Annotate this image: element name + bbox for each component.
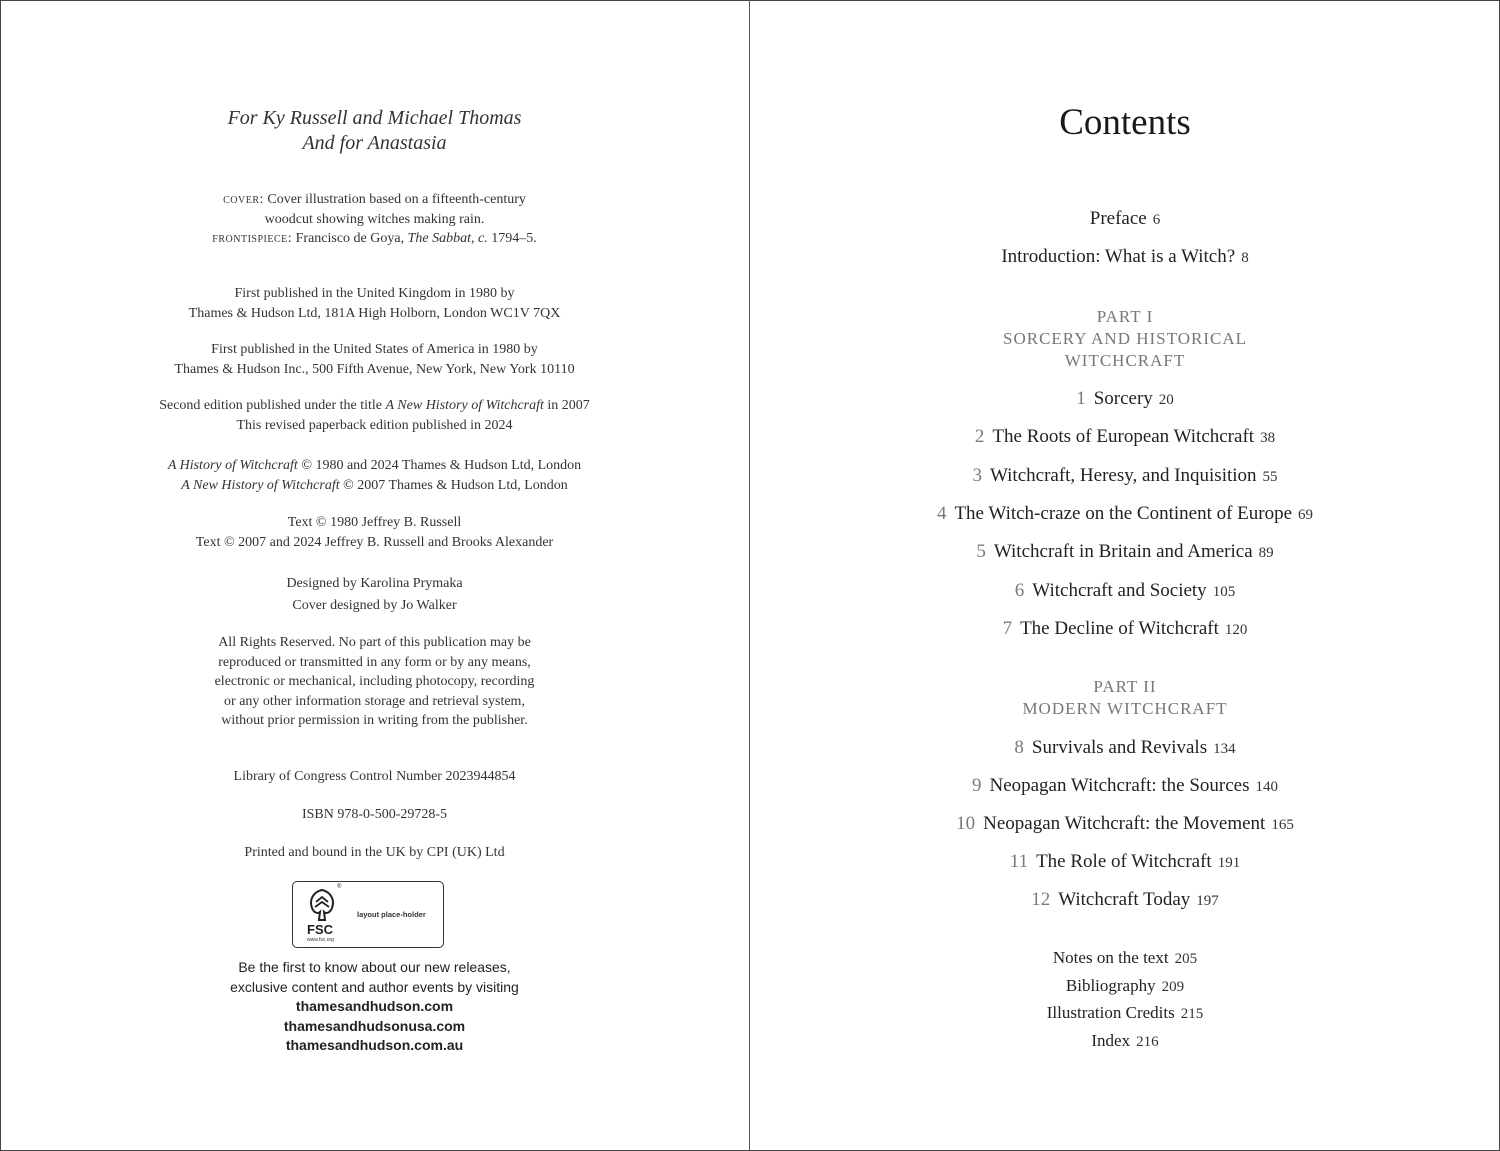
dedication-line: For Ky Russell and Michael Thomas bbox=[227, 107, 522, 129]
part-name: MODERN WITCHCRAFT bbox=[1022, 699, 1228, 718]
chapter-page: 89 bbox=[1258, 545, 1274, 561]
toc-chapter bbox=[750, 736, 1500, 761]
toc-entry bbox=[750, 207, 1500, 232]
toc-entry bbox=[750, 1028, 1500, 1056]
website-link: thamesandhudson.com.au bbox=[285, 1037, 464, 1053]
toc-chapter bbox=[750, 502, 1500, 527]
frontispiece-text: Francisco de Goya, bbox=[295, 231, 408, 246]
cover-text: woodcut showing witches making rain. bbox=[264, 211, 485, 227]
chapter-page: 165 bbox=[1271, 817, 1294, 833]
chapter-number: 3 bbox=[972, 465, 982, 486]
chapter-page: 38 bbox=[1260, 430, 1276, 446]
edition-history: Second edition published under the title A New History of Witchcraft in 2007 This revised paperback edition published in 2024 bbox=[159, 398, 590, 433]
layout-placeholder-label: layout place-holder bbox=[357, 910, 426, 919]
website-link: thamesandhudsonusa.com bbox=[283, 1017, 466, 1034]
chapter-title: The Witch-craze on the Continent of Europe bbox=[954, 503, 1293, 524]
chapter-page: 69 bbox=[1298, 507, 1314, 523]
chapter-number: 5 bbox=[976, 541, 986, 562]
part-heading bbox=[750, 676, 1500, 720]
fsc-logo-placeholder bbox=[292, 881, 444, 948]
toc-chapter bbox=[750, 850, 1500, 875]
toc-entry-title: Notes on the text bbox=[1052, 948, 1169, 967]
uk-publication: First published in the United Kingdom in 1980 by Thames & Hudson Ltd, 181A High Holborn, London WC1V 7QX bbox=[188, 286, 561, 321]
chapter-page: 140 bbox=[1255, 779, 1279, 795]
chapter-title: Witchcraft, Heresy, and Inquisition bbox=[989, 465, 1257, 486]
copyright-notice: A History of Witchcraft © 1980 and 2024 Thames & Hudson Ltd, London A New History of Witchcraft © 2007 Thames & Hudson Ltd, London bbox=[167, 458, 582, 493]
printer-info: Printed and bound in the UK by CPI (UK) Ltd bbox=[244, 845, 505, 860]
chapter-page: 55 bbox=[1262, 469, 1278, 485]
cover-credits: cover: Cover illustration based on a fifteenth-century woodcut showing witches making rain. frontispiece: Francisco de Goya, The Sabbat, c. 1794–5. bbox=[0, 190, 749, 249]
toc-entry bbox=[750, 945, 1500, 973]
chapter-number: 7 bbox=[1002, 618, 1013, 639]
chapter-title: Witchcraft and Society bbox=[1032, 580, 1207, 601]
chapter-number: 1 bbox=[1076, 388, 1086, 409]
back-matter bbox=[750, 945, 1500, 1055]
chapter-number: 4 bbox=[936, 503, 947, 524]
website-link: thamesandhudson.com bbox=[295, 998, 454, 1014]
chapter-title: Survivals and Revivals bbox=[1031, 737, 1208, 758]
text-copyright: Text © 1980 Jeffrey B. Russell Text © 2007 and 2024 Jeffrey B. Russell and Brooks Alexander bbox=[195, 515, 554, 550]
chapter-number: 6 bbox=[1014, 580, 1025, 601]
us-publication: First published in the United States of America in 1980 by Thames & Hudson Inc., 500 Fifth Avenue, New York, New York 10110 bbox=[174, 342, 575, 377]
toc-entry-page: 8 bbox=[1241, 250, 1249, 266]
chapter-title: The Decline of Witchcraft bbox=[1020, 618, 1219, 639]
part-heading bbox=[750, 306, 1500, 372]
chapter-title: The Roots of European Witchcraft bbox=[992, 426, 1255, 447]
toc-entry-page: 209 bbox=[1161, 978, 1185, 995]
toc-entry-page: 205 bbox=[1174, 951, 1198, 967]
toc-entry-title: Bibliography bbox=[1065, 975, 1156, 995]
chapter-title: Witchcraft Today bbox=[1058, 889, 1191, 910]
toc-chapter bbox=[750, 812, 1500, 837]
toc-entry bbox=[750, 245, 1500, 270]
frontispiece-label: frontispiece: bbox=[212, 231, 293, 246]
chapter-page: 105 bbox=[1212, 584, 1236, 600]
chapter-page: 197 bbox=[1196, 893, 1219, 909]
registered-mark: ® bbox=[337, 884, 342, 890]
toc-chapter bbox=[750, 387, 1500, 412]
dedication bbox=[0, 106, 749, 156]
cover-label: cover: bbox=[223, 192, 264, 207]
chapter-page: 20 bbox=[1158, 392, 1174, 408]
part-label: PART II bbox=[1093, 677, 1157, 696]
chapter-number: 10 bbox=[956, 813, 976, 834]
book-title: A History of Witchcraft bbox=[167, 458, 298, 473]
chapter-title: Neopagan Witchcraft: the Sources bbox=[989, 775, 1250, 796]
chapter-page: 134 bbox=[1213, 741, 1236, 757]
toc-entry-page: 6 bbox=[1152, 212, 1161, 228]
toc-chapter bbox=[750, 425, 1500, 450]
chapter-page: 120 bbox=[1224, 622, 1248, 638]
frontispiece-title: The Sabbat bbox=[407, 231, 471, 246]
toc-entry-title: Index bbox=[1091, 1030, 1131, 1050]
cover-text: Cover illustration based on a fifteenth-century bbox=[267, 192, 526, 207]
toc-chapter bbox=[750, 464, 1500, 489]
toc-chapter bbox=[750, 579, 1500, 604]
publisher-promo: Be the first to know about our new releases, exclusive content and author events by visiting thamesandhudson.com thamesandhudsonusa.com thamesandhudson.com.au bbox=[230, 959, 519, 1053]
chapter-number: 12 bbox=[1031, 889, 1051, 910]
toc-entry-title: Preface bbox=[1089, 208, 1147, 229]
toc-entry-title: Introduction: What is a Witch? bbox=[1001, 246, 1236, 267]
chapter-number: 8 bbox=[1014, 737, 1024, 758]
chapter-page: 191 bbox=[1217, 855, 1241, 871]
edition-title: A New History of Witchcraft bbox=[385, 398, 544, 413]
toc-entry-page: 216 bbox=[1136, 1033, 1159, 1050]
isbn: ISBN 978-0-500-29728-5 bbox=[301, 807, 448, 822]
toc-entry-title: Illustration Credits bbox=[1046, 1003, 1175, 1022]
book-title: A New History of Witchcraft bbox=[181, 477, 340, 493]
fsc-tree-icon bbox=[303, 888, 341, 922]
chapter-title: The Role of Witchcraft bbox=[1036, 851, 1212, 872]
loc-number: Library of Congress Control Number 2023944854 bbox=[233, 769, 516, 784]
toc-chapter bbox=[750, 540, 1500, 565]
dedication-line: And for Anastasia bbox=[302, 132, 447, 154]
toc-entry bbox=[750, 973, 1500, 1001]
chapter-number: 9 bbox=[971, 775, 982, 796]
chapter-title: Neopagan Witchcraft: the Movement bbox=[983, 813, 1266, 834]
toc-chapter bbox=[750, 774, 1500, 799]
chapter-number: 2 bbox=[974, 426, 985, 447]
toc-chapter bbox=[750, 617, 1500, 642]
frontispiece-circa: c. bbox=[477, 231, 488, 246]
chapter-title: Witchcraft in Britain and America bbox=[993, 541, 1253, 562]
chapter-number: 11 bbox=[1009, 851, 1029, 872]
part-name: SORCERY AND HISTORICAL bbox=[1003, 329, 1247, 348]
fsc-url: www.fsc.org bbox=[307, 937, 334, 943]
toc-chapter bbox=[750, 888, 1500, 913]
toc-entry-page: 215 bbox=[1180, 1006, 1204, 1022]
chapter-title: Sorcery bbox=[1093, 388, 1153, 409]
part-label: PART I bbox=[1096, 307, 1154, 326]
toc-entry bbox=[750, 1000, 1500, 1028]
design-credits: Designed by Karolina Prymaka Cover designed by Jo Walker bbox=[286, 576, 463, 613]
fsc-word: FSC bbox=[307, 922, 333, 937]
part-name: WITCHCRAFT bbox=[1064, 351, 1186, 370]
contents-title: Contents bbox=[1059, 102, 1191, 143]
rights-statement: All Rights Reserved. No part of this publication may be reproduced or transmitted in any form or by any means, electronic or mechanical, including photocopy, recording or any other information storage and retrieval system, without prior permission in writing from the publisher. bbox=[214, 635, 535, 728]
